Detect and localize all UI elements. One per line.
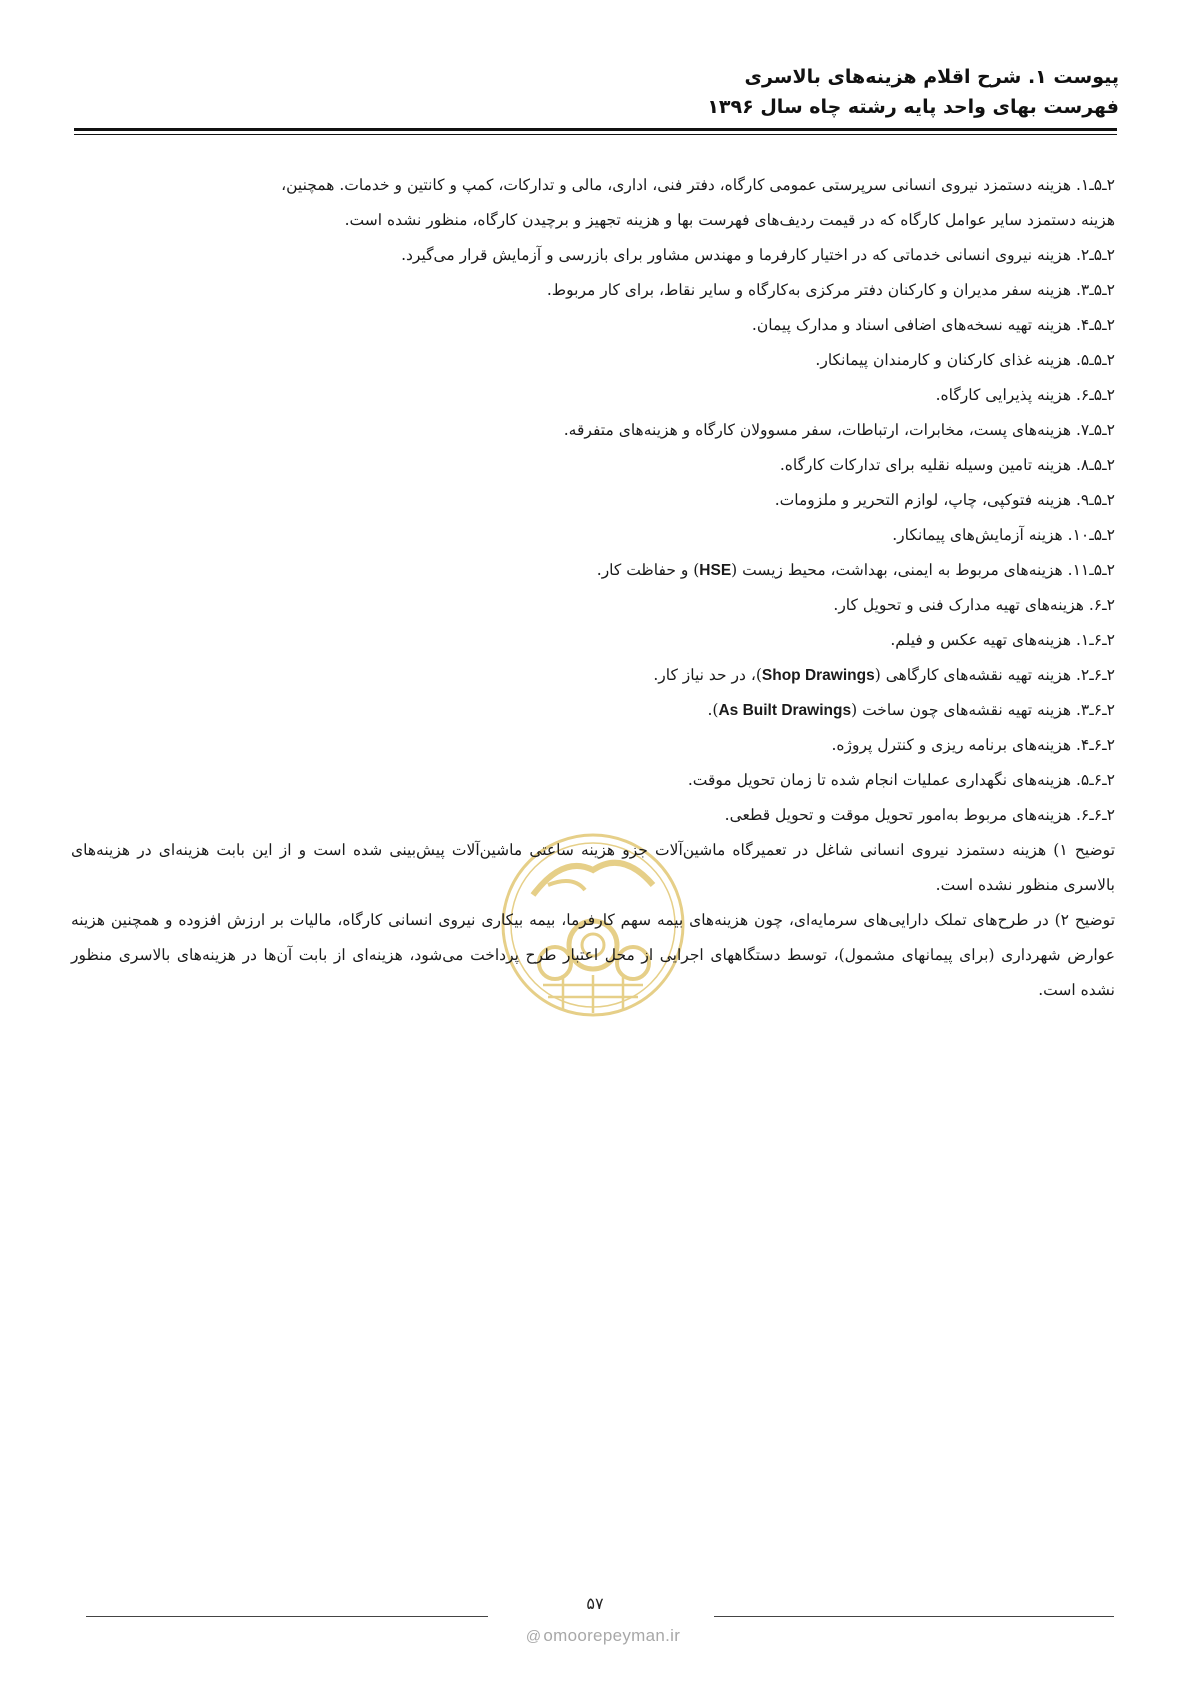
list-item: ۲ـ۵ـ۸. هزینه تامین وسیله نقلیه برای تدارکات کارگاه. (779, 456, 1115, 474)
header-rule-thick (74, 128, 1117, 131)
list-item: ۲ـ۵ـ۵. هزینه غذای کارکنان و کارمندان پیمانکار. (815, 351, 1115, 369)
list-item: ۲ـ۶ـ۱. هزینه‌های تهیه عکس و فیلم. (890, 631, 1115, 649)
header-subtitle: فهرست بهای واحد پایه رشته چاه سال ۱۳۹۶ (707, 96, 1119, 118)
list-item: ۲ـ۶. هزینه‌های تهیه مدارک فنی و تحویل کار. (833, 596, 1115, 614)
list-item: ۲ـ۶ـ۴. هزینه‌های برنامه ریزی و کنترل پروژه. (831, 736, 1115, 754)
list-item: ۲ـ۵ـ۱۰. هزینه آزمایش‌های پیمانکار. (892, 526, 1115, 544)
header-rule-thin (74, 134, 1117, 135)
list-item: ۲ـ۵ـ۹. هزینه فتوکپی، چاپ، لوازم التحریر و ملزومات. (774, 491, 1115, 509)
latin-term: As Built Drawings (718, 702, 852, 719)
page-header (69, 62, 1119, 122)
note-1: توضیح ۱) هزینه دستمزد نیروی انسانی شاغل در تعمیرگاه ماشین‌آلات جزو هزینه ساعتی ماشین‌آلات پیش‌بینی شده است و از این بابت هزینه‌ای در هزینه‌های بالاسری منظور نشده است. (71, 841, 1116, 894)
list-item: ۲ـ۵ـ۲. هزینه نیروی انسانی خدماتی که در اختیار کارفرما و مهندس مشاور برای بازرسی و آزمایش قرار می‌گیرد. (401, 246, 1115, 264)
latin-term: Shop Drawings (761, 667, 875, 684)
latin-term: HSE (699, 562, 732, 579)
page-number: ۵۷ (586, 1594, 604, 1613)
footer-rule-left (86, 1616, 488, 1617)
at-icon: @ (525, 1628, 542, 1645)
footer-rule-right (714, 1616, 1114, 1617)
watermark (493, 1626, 713, 1646)
list-item: ۲ـ۵ـ۳. هزینه سفر مدیران و کارکنان دفتر مرکزی به‌کارگاه و سایر نقاط، برای کار مربوط. (546, 281, 1115, 299)
list-item: ۲ـ۵ـ۷. هزینه‌های پست، مخابرات، ارتباطات، سفر مسوولان کارگاه و هزینه‌های متفرقه. (563, 421, 1115, 439)
list-item: ۲ـ۵ـ۶. هزینه پذیرایی کارگاه. (935, 386, 1115, 404)
list-item: ۲ـ۶ـ۵. هزینه‌های نگهداری عملیات انجام شده تا زمان تحویل موقت. (687, 771, 1115, 789)
list-item: ۲ـ۶ـ۲. هزینه تهیه نقشه‌های کارگاهی (Shop Drawings)، در حد نیاز کار. (653, 666, 1115, 684)
list-item: ۲ـ۶ـ۶. هزینه‌های مربوط به‌امور تحویل موقت و تحویل قطعی. (724, 806, 1115, 824)
list-item: هزینه دستمزد سایر عوامل کارگاه که در قیمت ردیف‌های فهرست بها و هزینه تجهیز و برچیدن کارگاه، منظور نشده است. (344, 211, 1115, 229)
header-title: پیوست ۱. شرح اقلام هزینه‌های بالاسری (744, 66, 1119, 88)
list-item: ۲ـ۵ـ۱۱. هزینه‌های مربوط به ایمنی، بهداشت، محیط زیست (HSE) و حفاظت کار. (596, 561, 1115, 579)
list-item: ۲ـ۵ـ۱. هزینه دستمزد نیروی انسانی سرپرستی عمومی کارگاه، دفتر فنی، اداری، مالی و تدارکات، کمپ و کانتین و خدمات. همچنین، (281, 176, 1115, 194)
note-2: توضیح ۲) در طرح‌های تملک دارایی‌های سرمایه‌ای، چون هزینه‌های بیمه سهم کارفرما، بیمه بیکاری نیروی انسانی کارگاه، مالیات بر ارزش افزوده و همچنین هزینه عوارض شهرداری (برای پیمانهای مشمول)، توسط دستگاههای اجرایی از محل اعتبار طرح پرداخت می‌شود، هزینه‌ای از بابت آن‌ها در هزینه‌های بالاسری منظور نشده است. (71, 911, 1116, 999)
list-item: ۲ـ۵ـ۴. هزینه تهیه نسخه‌های اضافی اسناد و مدارک پیمان. (751, 316, 1115, 334)
document-body (71, 168, 1115, 1008)
watermark-text: omoorepeyman.ir (543, 1626, 681, 1645)
list-item: ۲ـ۶ـ۳. هزینه تهیه نقشه‌های چون ساخت (As Built Drawings). (707, 701, 1115, 719)
